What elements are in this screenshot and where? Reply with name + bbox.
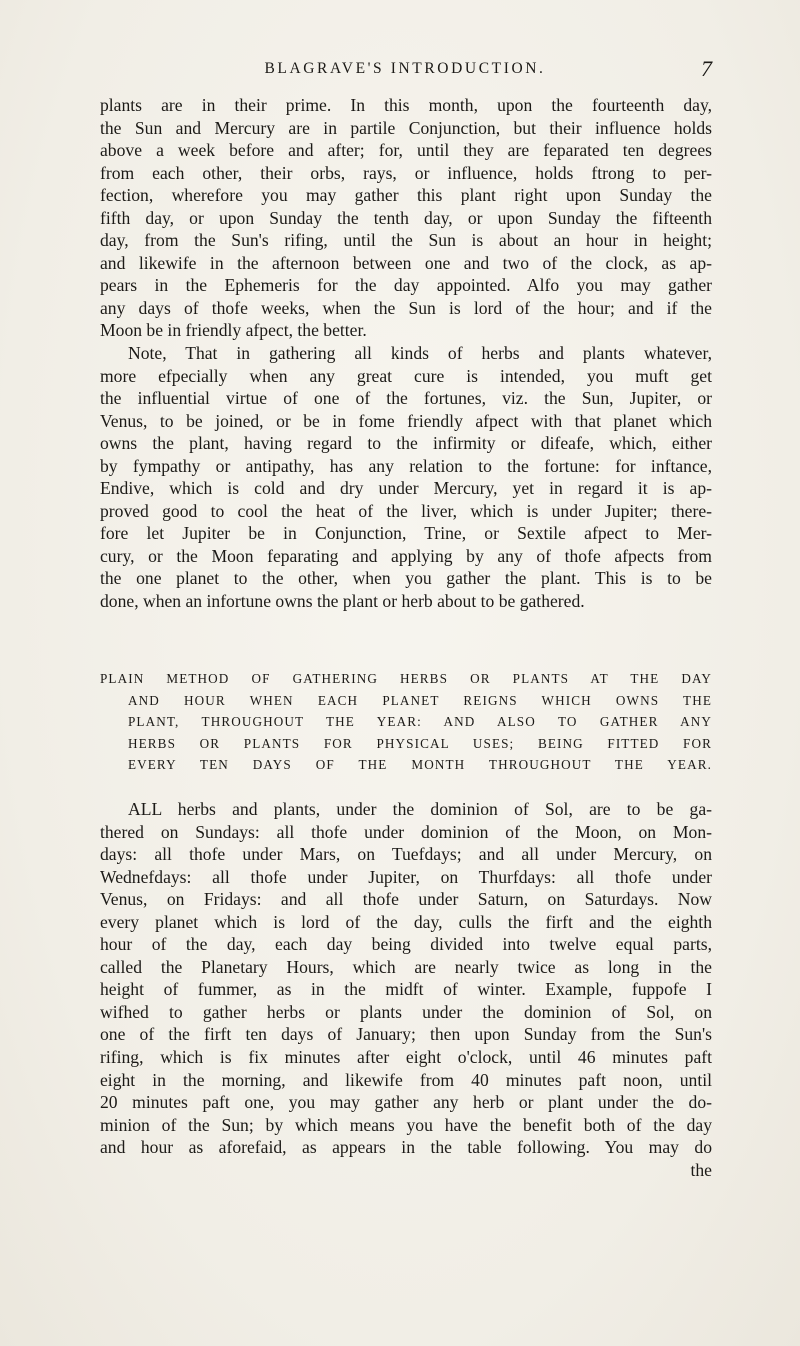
text-line: from each other, their orbs, rays, or influence, holds ftrong to per- [100, 162, 712, 183]
text-line: minion of the Sun; by which means you have the benefit both of the day [100, 1114, 712, 1135]
text-line: called the Planetary Hours, which are nearly twice as long in the [100, 956, 712, 977]
paragraph-3 [100, 798, 712, 1181]
heading-line: EVERY TEN DAYS OF THE MONTH THROUGHOUT THE YEAR. [128, 757, 712, 772]
text-line: Venus, on Fridays: and all thofe under Saturn, on Saturdays. Now [100, 889, 712, 910]
text-line: Endive, which is cold and dry under Mercury, yet in regard it is ap- [100, 478, 712, 499]
text-line: the Sun and Mercury are in partile Conjunction, but their influence holds [100, 117, 712, 138]
heading-line: PLANT, THROUGHOUT THE YEAR: AND ALSO TO GATHER ANY [128, 714, 712, 729]
page-number: 7 [701, 56, 712, 81]
text-line: 20 minutes paft one, you may gather any herb or plant under the do- [100, 1092, 712, 1113]
paragraph-1 [100, 94, 712, 342]
text-line: plants are in their prime. In this month, upon the fourteenth day, [100, 95, 712, 115]
text-line: proved good to cool the heat of the liver, which is under Jupiter; there- [100, 500, 712, 521]
text-line: thered on Sundays: all thofe under dominion of the Moon, on Mon- [100, 821, 712, 842]
text-line: hour of the day, each day being divided into twelve equal parts, [100, 934, 712, 955]
text-line: fection, wherefore you may gather this plant right upon Sunday the [100, 185, 712, 206]
text-line: Venus, to be joined, or be in fome friendly afpect with that planet which [100, 410, 712, 431]
text-line: one of the firft ten days of January; then upon Sunday from the Sun's [100, 1024, 712, 1045]
heading-line: HERBS OR PLANTS FOR PHYSICAL USES; BEING FITTED FOR [128, 735, 712, 751]
text-line: the influential virtue of one of the fortunes, viz. the Sun, Jupiter, or [100, 388, 712, 409]
running-head [100, 58, 710, 86]
text-line: day, from the Sun's rifing, until the Sun is about an hour in height; [100, 230, 712, 251]
text-line: days: all thofe under Mars, on Tuefdays; and all under Mercury, on [100, 844, 712, 865]
text-line: done, when an infortune owns the plant or herb about to be gathered. [100, 591, 585, 612]
heading-line: AND HOUR WHEN EACH PLANET REIGNS WHICH OWNS THE [128, 692, 712, 708]
text-line: the one planet to the other, when you gather the plant. This is to be [100, 568, 712, 589]
text-line: cury, or the Moon feparating and applying by any of thofe afpects from [100, 545, 712, 566]
text-line: pears in the Ephemeris for the day appointed. Alfo you may gather [100, 275, 712, 296]
catchword: the [690, 1159, 712, 1180]
text-line: wifhed to gather herbs or plants under the dominion of Sol, on [100, 1001, 712, 1022]
paragraph-2 [100, 342, 712, 613]
text-line: fore let Jupiter be in Conjunction, Trine, or Sextile afpect to Mer- [100, 523, 712, 544]
text-line: and hour as aforefaid, as appears in the table following. You may do [100, 1137, 712, 1158]
text-line: height of fummer, as in the midft of winter. Example, fuppofe I [100, 979, 712, 1000]
text-line: owns the plant, having regard to the infirmity or difeafe, which, either [100, 433, 712, 454]
text-line: ALL herbs and plants, under the dominion of Sol, are to be ga- [128, 799, 712, 819]
text-line: Note, That in gathering all kinds of herbs and plants whatever, [128, 343, 712, 363]
text-line: any days of thofe weeks, when the Sun is lord of the hour; and if the [100, 297, 712, 318]
text-line: Wednefdays: all thofe under Jupiter, on Thurfdays: all thofe under [100, 866, 712, 887]
text-line: more efpecially when any great cure is intended, you muft get [100, 365, 712, 386]
text-line: every planet which is lord of the day, culls the firft and the eighth [100, 911, 712, 932]
running-title: BLAGRAVE'S INTRODUCTION. [264, 60, 546, 77]
text-line: above a week before and after; for, until they are feparated ten degrees [100, 140, 712, 161]
heading-line: PLAIN METHOD OF GATHERING HERBS OR PLANTS AT THE DAY [100, 671, 712, 686]
text-line: rifing, which is fix minutes after eight o'clock, until 46 minutes paft [100, 1047, 712, 1068]
text-line: eight in the morning, and likewife from 40 minutes paft noon, until [100, 1069, 712, 1090]
text-line: fifth day, or upon Sunday the tenth day, or upon Sunday the fifteenth [100, 207, 712, 228]
section-heading [100, 668, 712, 776]
text-line: and likewife in the afternoon between one and two of the clock, as ap- [100, 252, 712, 273]
text-line: Moon be in friendly afpect, the better. [100, 320, 367, 341]
text-line: by fympathy or antipathy, has any relation to the fortune: for inftance, [100, 455, 712, 476]
